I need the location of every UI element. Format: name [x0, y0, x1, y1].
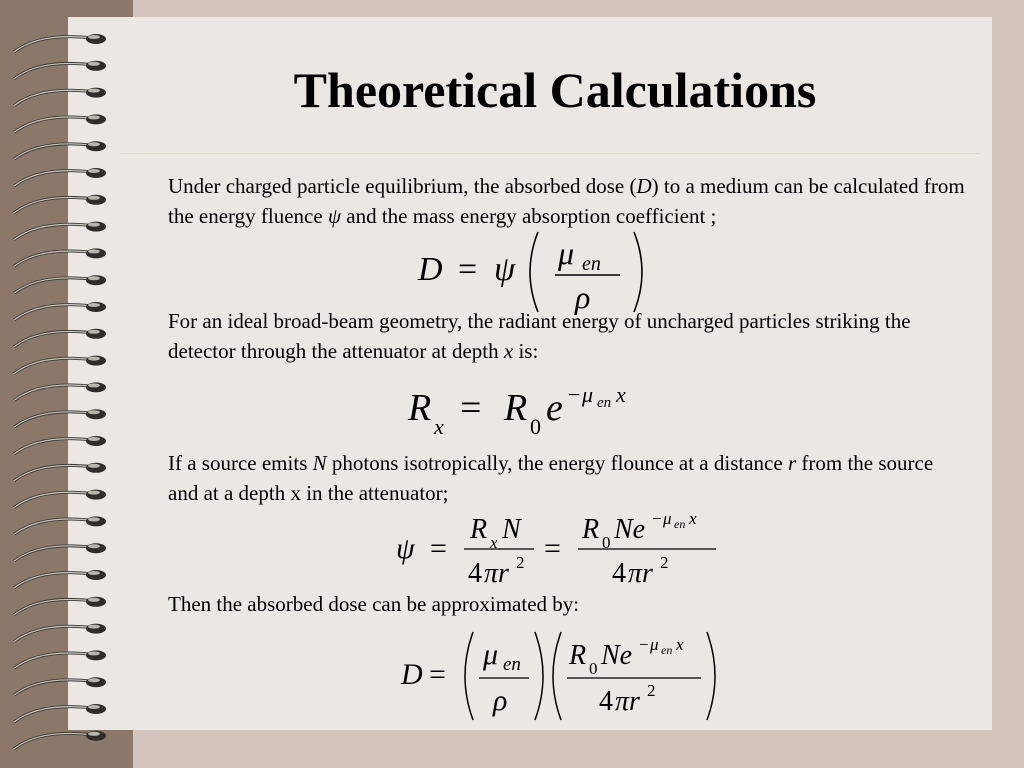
title-divider [120, 153, 980, 154]
spiral-ring [14, 382, 106, 400]
spiral-ring [14, 436, 106, 454]
spiral-ring [14, 168, 106, 186]
svg-text:D: D [418, 251, 443, 288]
svg-text:πr: πr [628, 558, 653, 589]
svg-text:ρ: ρ [493, 684, 508, 717]
spiral-ring [14, 141, 106, 159]
spiral-ring [14, 88, 106, 106]
paragraph-dose-approx: Then the absorbed dose can be approximated by: [168, 592, 580, 616]
spiral-ring [14, 490, 106, 508]
svg-text:μ: μ [558, 235, 575, 271]
svg-text:0: 0 [530, 414, 541, 439]
spiral-ring [14, 275, 106, 293]
spiral-ring [14, 516, 106, 534]
svg-text:0: 0 [589, 659, 598, 678]
spiral-ring [14, 34, 106, 52]
svg-text:en: en [503, 654, 521, 675]
spiral-ring [14, 302, 106, 320]
spiral-ring [14, 570, 106, 588]
svg-text:−: − [568, 382, 581, 407]
equation-attenuation [400, 378, 660, 442]
spiral-ring [14, 248, 106, 266]
equation-fluence-distance [390, 508, 730, 592]
svg-text:=: = [430, 532, 447, 565]
paragraph-isotropic-source: If a source emits N photons isotropically, the energy flounce at a distance r from the source and at a depth x in the attenuator; [168, 451, 934, 505]
spiral-ring [14, 114, 106, 132]
svg-text:−: − [639, 635, 649, 654]
svg-text:x: x [490, 533, 498, 552]
spiral-ring [14, 677, 106, 695]
svg-text:2: 2 [660, 553, 669, 572]
svg-text:=: = [429, 658, 446, 691]
spiral-ring [14, 61, 106, 79]
svg-text:πr: πr [484, 558, 509, 589]
svg-text:D: D [401, 658, 423, 691]
spiral-binding-icon [0, 0, 120, 768]
svg-text:ψ: ψ [396, 532, 415, 565]
svg-text:x: x [676, 635, 684, 654]
slide-page [68, 17, 992, 730]
svg-text:ρ: ρ [575, 279, 591, 315]
spiral-ring [14, 650, 106, 668]
svg-text:Ne: Ne [601, 640, 633, 671]
svg-text:Ne: Ne [614, 514, 646, 545]
svg-text:μ: μ [650, 635, 659, 654]
svg-text:en: en [597, 395, 612, 411]
svg-text:μ: μ [483, 638, 499, 671]
spiral-ring [14, 624, 106, 642]
spiral-ring [14, 543, 106, 561]
svg-text:4: 4 [612, 558, 626, 589]
svg-text:4: 4 [468, 558, 482, 589]
svg-text:en: en [582, 253, 601, 275]
svg-text:=: = [460, 387, 482, 429]
svg-text:R: R [504, 387, 528, 429]
svg-text:μ: μ [663, 509, 672, 528]
spiral-ring [14, 731, 106, 749]
svg-text:x: x [689, 509, 697, 528]
svg-text:0: 0 [602, 533, 611, 552]
svg-text:4: 4 [599, 686, 613, 717]
spiral-ring [14, 329, 106, 347]
svg-text:R: R [408, 387, 432, 429]
spiral-ring [14, 463, 106, 481]
svg-text:N: N [502, 514, 521, 545]
spiral-ring [14, 597, 106, 615]
slide-title: Theoretical Calculations [293, 62, 817, 118]
paragraph-broad-beam: For an ideal broad-beam geometry, the radiant energy of uncharged particles striking the detector through the attenuator at depth x is: [168, 309, 911, 363]
equation-dose-approximation [395, 626, 725, 722]
spiral-ring [14, 409, 106, 427]
paragraph-dose-intro: Under charged particle equilibrium, the absorbed dose (D) to a medium can be calculated from the energy fluence ψ and the mass energy absorption coefficient ; [168, 174, 965, 228]
svg-text:x: x [616, 382, 626, 407]
svg-text:2: 2 [516, 553, 525, 572]
svg-text:−: − [652, 509, 662, 528]
svg-text:2: 2 [647, 681, 656, 700]
svg-text:R: R [569, 640, 587, 671]
spiral-ring [14, 704, 106, 722]
svg-text:=: = [544, 532, 561, 565]
equation-dose-fluence [410, 226, 660, 318]
svg-text:e: e [546, 387, 563, 429]
svg-text:en: en [674, 517, 686, 531]
svg-text:R: R [470, 514, 488, 545]
svg-text:en: en [661, 643, 673, 657]
svg-text:ψ: ψ [494, 251, 516, 288]
spiral-ring [14, 195, 106, 213]
svg-text:x: x [434, 414, 444, 439]
svg-text:R: R [582, 514, 600, 545]
spiral-ring [14, 356, 106, 374]
svg-text:=: = [458, 251, 478, 288]
svg-text:πr: πr [615, 686, 640, 717]
svg-text:μ: μ [582, 382, 594, 407]
spiral-ring [14, 222, 106, 240]
